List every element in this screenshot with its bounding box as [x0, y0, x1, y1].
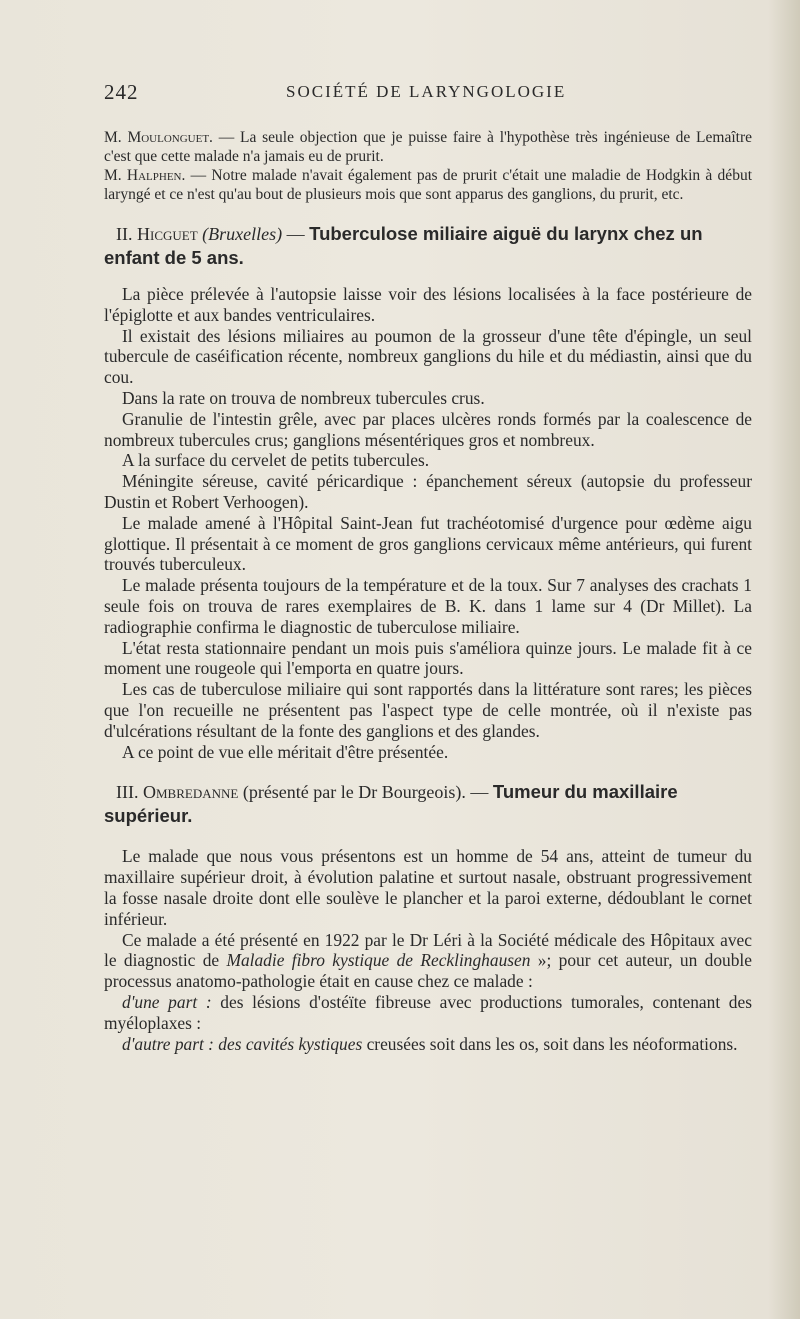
paragraph-second-part	[104, 1034, 752, 1055]
section-number: II.	[116, 224, 133, 244]
paragraph: L'état resta stationnaire pendant un mois puis s'améliora quinze jours. Le malade fit à ce moment une rougeole qui l'emporta en quatre jours.	[104, 637, 752, 679]
speaker-text: — Notre malade n'avait également pas de prurit c'était une maladie de Hodgkin à début laryngé et ce n'est qu'au bout de plusieurs mois que sont apparus des ganglions, du prurit, etc.	[104, 167, 752, 203]
speaker-text: — La seule objection que je puisse faire à l'hypothèse très ingénieuse de Lemaître c'est que cette malade n'a jamais eu de prurit.	[104, 129, 752, 165]
speaker-name: M. Halphen.	[104, 167, 186, 184]
paragraph-diagnosis	[104, 930, 752, 992]
paragraph: La pièce prélevée à l'autopsie laisse voir des lésions localisées à la face postérieure de l'épiglotte et aux bandes ventriculaires.	[104, 284, 752, 325]
section-title: Tumeur du maxillaire supérieur.	[104, 781, 678, 827]
paragraph: Le malade présenta toujours de la température et de la toux. Sur 7 analyses des crachats 1 seule fois on trouva de rares exemplaires de B. K. dans 1 lame sur 4 (Dr Millet). La radiographie confirma le diagnostic de tuberculose miliaire.	[104, 575, 752, 637]
text-run: Ce malade a été présenté en 1922 par le Dr Léri à la Société médicale des Hôpitaux avec le diagnostic de	[104, 929, 752, 971]
italic-run: d'une part :	[122, 991, 212, 1012]
discussion-halphen	[104, 166, 752, 204]
section-3-heading	[104, 780, 752, 828]
paragraph: Dans la rate on trouva de nombreux tubercules crus.	[122, 387, 485, 408]
heading-dash: —	[465, 782, 493, 803]
italic-run: Maladie fibro kystique de Recklinghausen	[226, 950, 531, 971]
paragraph: Granulie de l'intestin grêle, avec par places ulcères ronds formés par la coalescence de nombreux tubercules crus; ganglions mésentériques gros et nombreux.	[104, 408, 752, 450]
paragraph-first-part	[104, 992, 752, 1034]
italic-run: d'autre part : des cavités kystiques	[122, 1033, 363, 1054]
section-title: Tuberculose miliaire aiguë du larynx chez un enfant de 5 ans.	[104, 223, 703, 268]
paragraph: Les cas de tuberculose miliaire qui sont rapportés dans la littérature sont rares; les pièces que l'on recueille ne présentent pas l'aspect type de celle montrée, où il n'existe pas d'ulcérations résultant de la fonte des ganglions et des glandes.	[104, 679, 752, 741]
section-2-heading	[104, 222, 752, 270]
text-run: »; pour cet auteur, un double processus anatomo-pathologie était en cause chez ce malade :	[104, 950, 752, 992]
page-number: 242	[104, 80, 139, 104]
text-run: creusées soit dans les os, soit dans les néoformations.	[362, 1033, 738, 1054]
paragraph: Méningite séreuse, cavité péricardique : épanchement séreux (autopsie du professeur Dustin et Robert Verhoogen).	[104, 471, 752, 512]
discussion-moulonguet	[104, 128, 752, 166]
section-number: III.	[116, 782, 139, 803]
author-name: Hicguet	[137, 224, 198, 244]
paragraph: A la surface du cervelet de petits tubercules.	[122, 450, 430, 471]
paragraph: A ce point de vue elle méritait d'être présentée.	[122, 741, 449, 762]
presented-by: (présenté par le Dr Bourgeois).	[242, 782, 466, 803]
running-title: SOCIÉTÉ DE LARYNGOLOGIE	[286, 82, 567, 101]
heading-dash: —	[282, 224, 310, 244]
author-name: Ombredanne	[142, 782, 239, 803]
paragraph: Le malade que nous vous présentons est un homme de 54 ans, atteint de tumeur du maxillaire supérieur droit, à évolution palatine et surtout nasale, obstruant progressivement la fosse nasale droite dont elle soulève le plancher et la paroi externe, dédoublant le cornet inférieur.	[104, 846, 752, 929]
page-content	[104, 128, 752, 1054]
paragraph: Le malade amené à l'Hôpital Saint-Jean fut trachéotomisé d'urgence pour œdème aigu glottique. Il présentait à ce moment de gros ganglions cervicaux même antérieurs, qui furent trouvés tuberculeux.	[104, 512, 752, 575]
author-city: (Bruxelles)	[202, 224, 283, 244]
paragraph: Il existait des lésions miliaires au poumon de la grosseur d'une tête d'épingle, un seul tubercule de caséification récente, nombreux ganglions du hile et du médiastin, ainsi que du cou.	[104, 325, 752, 388]
text-run: des lésions d'ostéïte fibreuse avec productions tumorales, contenant des myéloplaxes :	[104, 991, 752, 1033]
speaker-name: M. Moulonguet.	[104, 129, 213, 146]
